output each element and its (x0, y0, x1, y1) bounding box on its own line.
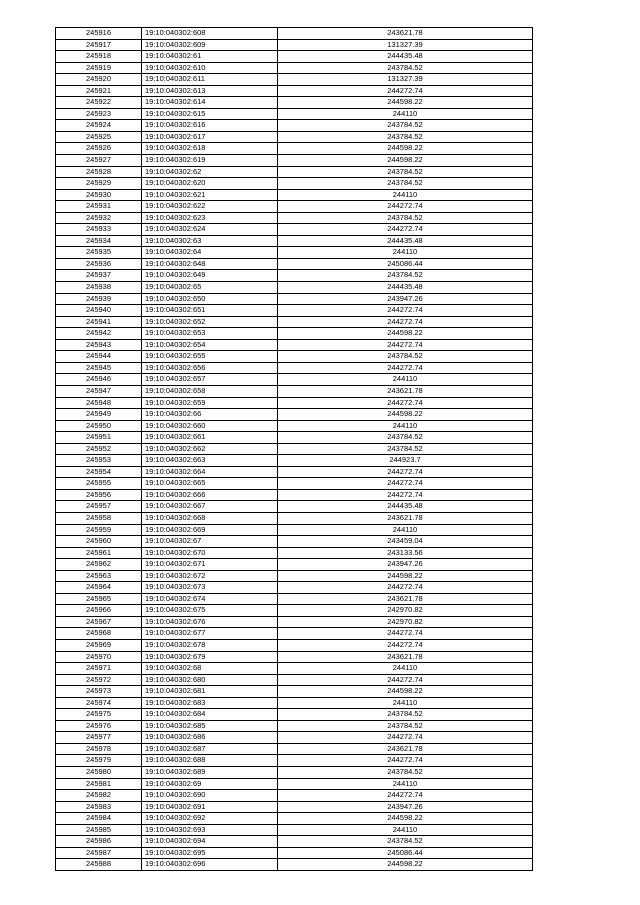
row-number-cell: 245944 (56, 351, 142, 363)
row-number-cell: 245946 (56, 374, 142, 386)
row-number-cell: 245956 (56, 489, 142, 501)
row-number-cell: 245917 (56, 39, 142, 51)
table-row (56, 524, 533, 536)
row-number-cell: 245942 (56, 328, 142, 340)
cadastral-number-cell: 19:10:040302:661 (142, 432, 278, 444)
cadastral-value-cell: 244272.74 (278, 397, 533, 409)
cadastral-value-cell: 243784.52 (278, 212, 533, 224)
row-number-cell: 245960 (56, 536, 142, 548)
table-row (56, 455, 533, 467)
cadastral-value-cell: 243784.52 (278, 131, 533, 143)
table-row (56, 28, 533, 40)
row-number-cell: 245978 (56, 743, 142, 755)
cadastral-value-cell: 244272.74 (278, 85, 533, 97)
table-row (56, 663, 533, 675)
cadastral-number-cell: 19:10:040302:619 (142, 155, 278, 167)
cadastral-number-cell: 19:10:040302:656 (142, 362, 278, 374)
cadastral-value-cell: 244598.22 (278, 328, 533, 340)
cadastral-number-cell: 19:10:040302:696 (142, 859, 278, 871)
cadastral-value-cell: 244272.74 (278, 466, 533, 478)
table-row (56, 189, 533, 201)
row-number-cell: 245969 (56, 639, 142, 651)
table-row (56, 859, 533, 871)
cadastral-number-cell: 19:10:040302:691 (142, 801, 278, 813)
row-number-cell: 245938 (56, 282, 142, 294)
cadastral-value-cell: 244272.74 (278, 755, 533, 767)
cadastral-number-cell: 19:10:040302:680 (142, 674, 278, 686)
cadastral-value-cell: 244272.74 (278, 362, 533, 374)
cadastral-number-cell: 19:10:040302:683 (142, 697, 278, 709)
cadastral-number-cell: 19:10:040302:65 (142, 282, 278, 294)
row-number-cell: 245985 (56, 824, 142, 836)
cadastral-value-cell: 244110 (278, 778, 533, 790)
cadastral-value-cell: 244272.74 (278, 224, 533, 236)
cadastral-value-cell: 244272.74 (278, 790, 533, 802)
table-row (56, 224, 533, 236)
cadastral-value-cell: 244110 (278, 524, 533, 536)
table-row (56, 339, 533, 351)
table-row (56, 755, 533, 767)
row-number-cell: 245958 (56, 512, 142, 524)
table-row (56, 478, 533, 490)
cadastral-value-cell: 131327.39 (278, 39, 533, 51)
cadastral-value-cell: 244598.22 (278, 859, 533, 871)
cadastral-value-cell: 244272.74 (278, 732, 533, 744)
row-number-cell: 245986 (56, 836, 142, 848)
table-row (56, 443, 533, 455)
row-number-cell: 245970 (56, 651, 142, 663)
cadastral-value-cell: 242970.82 (278, 605, 533, 617)
table-row (56, 790, 533, 802)
cadastral-number-cell: 19:10:040302:690 (142, 790, 278, 802)
table-row (56, 732, 533, 744)
cadastral-number-cell: 19:10:040302:658 (142, 385, 278, 397)
table-row (56, 651, 533, 663)
table-row (56, 801, 533, 813)
table-row (56, 709, 533, 721)
row-number-cell: 245982 (56, 790, 142, 802)
cadastral-value-cell: 243784.52 (278, 432, 533, 444)
cadastral-value-cell: 244272.74 (278, 305, 533, 317)
cadastral-number-cell: 19:10:040302:609 (142, 39, 278, 51)
table-row (56, 824, 533, 836)
cadastral-number-cell: 19:10:040302:67 (142, 536, 278, 548)
cadastral-value-cell: 244272.74 (278, 628, 533, 640)
row-number-cell: 245918 (56, 51, 142, 63)
row-number-cell: 245926 (56, 143, 142, 155)
cadastral-number-cell: 19:10:040302:618 (142, 143, 278, 155)
cadastral-number-cell: 19:10:040302:666 (142, 489, 278, 501)
table-row (56, 85, 533, 97)
row-number-cell: 245988 (56, 859, 142, 871)
row-number-cell: 245975 (56, 709, 142, 721)
table-row (56, 397, 533, 409)
row-number-cell: 245971 (56, 663, 142, 675)
cadastral-number-cell: 19:10:040302:669 (142, 524, 278, 536)
cadastral-value-cell: 244272.74 (278, 489, 533, 501)
table-row (56, 836, 533, 848)
cadastral-number-cell: 19:10:040302:672 (142, 570, 278, 582)
cadastral-value-cell: 244110 (278, 374, 533, 386)
row-number-cell: 245948 (56, 397, 142, 409)
cadastral-number-cell: 19:10:040302:615 (142, 108, 278, 120)
table-row (56, 293, 533, 305)
cadastral-value-cell: 243621.78 (278, 651, 533, 663)
table-row (56, 674, 533, 686)
cadastral-number-cell: 19:10:040302:62 (142, 166, 278, 178)
cadastral-number-cell: 19:10:040302:664 (142, 466, 278, 478)
table-row (56, 316, 533, 328)
table-row (56, 593, 533, 605)
row-number-cell: 245924 (56, 120, 142, 132)
cadastral-number-cell: 19:10:040302:671 (142, 559, 278, 571)
cadastral-number-cell: 19:10:040302:677 (142, 628, 278, 640)
cadastral-number-cell: 19:10:040302:689 (142, 767, 278, 779)
cadastral-value-cell: 244435.48 (278, 501, 533, 513)
cadastral-number-cell: 19:10:040302:686 (142, 732, 278, 744)
table-row (56, 74, 533, 86)
row-number-cell: 245935 (56, 247, 142, 259)
cadastral-number-cell: 19:10:040302:659 (142, 397, 278, 409)
row-number-cell: 245974 (56, 697, 142, 709)
cadastral-value-cell: 244598.22 (278, 570, 533, 582)
cadastral-number-cell: 19:10:040302:652 (142, 316, 278, 328)
table-row (56, 155, 533, 167)
cadastral-value-cell: 244598.22 (278, 143, 533, 155)
row-number-cell: 245930 (56, 189, 142, 201)
row-number-cell: 245928 (56, 166, 142, 178)
row-number-cell: 245959 (56, 524, 142, 536)
cadastral-value-cell: 243621.78 (278, 593, 533, 605)
table-body (56, 28, 533, 871)
row-number-cell: 245940 (56, 305, 142, 317)
cadastral-value-cell: 131327.39 (278, 74, 533, 86)
table-row (56, 305, 533, 317)
row-number-cell: 245921 (56, 85, 142, 97)
cadastral-value-cell: 243621.78 (278, 512, 533, 524)
row-number-cell: 245962 (56, 559, 142, 571)
cadastral-number-cell: 19:10:040302:679 (142, 651, 278, 663)
cadastral-number-cell: 19:10:040302:623 (142, 212, 278, 224)
cadastral-value-cell: 244272.74 (278, 478, 533, 490)
cadastral-number-cell: 19:10:040302:673 (142, 582, 278, 594)
table-row (56, 178, 533, 190)
cadastral-value-cell: 244598.22 (278, 686, 533, 698)
row-number-cell: 245923 (56, 108, 142, 120)
cadastral-number-cell: 19:10:040302:654 (142, 339, 278, 351)
cadastral-value-cell: 244598.22 (278, 409, 533, 421)
table-row (56, 362, 533, 374)
row-number-cell: 245976 (56, 720, 142, 732)
row-number-cell: 245937 (56, 270, 142, 282)
row-number-cell: 245972 (56, 674, 142, 686)
table-row (56, 778, 533, 790)
row-number-cell: 245984 (56, 813, 142, 825)
cadastral-value-cell: 243621.78 (278, 28, 533, 40)
cadastral-number-cell: 19:10:040302:667 (142, 501, 278, 513)
cadastral-value-table (55, 27, 533, 871)
table-row (56, 270, 533, 282)
cadastral-number-cell: 19:10:040302:611 (142, 74, 278, 86)
row-number-cell: 245943 (56, 339, 142, 351)
cadastral-value-cell: 243459.04 (278, 536, 533, 548)
cadastral-number-cell: 19:10:040302:621 (142, 189, 278, 201)
cadastral-value-cell: 244110 (278, 247, 533, 259)
row-number-cell: 245977 (56, 732, 142, 744)
row-number-cell: 245979 (56, 755, 142, 767)
row-number-cell: 245932 (56, 212, 142, 224)
cadastral-value-cell: 243784.52 (278, 836, 533, 848)
row-number-cell: 245936 (56, 258, 142, 270)
row-number-cell: 245952 (56, 443, 142, 455)
row-number-cell: 245919 (56, 62, 142, 74)
cadastral-value-cell: 244110 (278, 108, 533, 120)
cadastral-value-cell: 243784.52 (278, 767, 533, 779)
cadastral-number-cell: 19:10:040302:608 (142, 28, 278, 40)
cadastral-value-cell: 244272.74 (278, 639, 533, 651)
cadastral-number-cell: 19:10:040302:674 (142, 593, 278, 605)
cadastral-number-cell: 19:10:040302:693 (142, 824, 278, 836)
cadastral-number-cell: 19:10:040302:616 (142, 120, 278, 132)
table-row (56, 201, 533, 213)
cadastral-value-cell: 244110 (278, 697, 533, 709)
table-row (56, 570, 533, 582)
cadastral-value-cell: 242970.82 (278, 616, 533, 628)
table-row (56, 51, 533, 63)
cadastral-value-cell: 245086.44 (278, 258, 533, 270)
cadastral-number-cell: 19:10:040302:61 (142, 51, 278, 63)
cadastral-number-cell: 19:10:040302:692 (142, 813, 278, 825)
row-number-cell: 245961 (56, 547, 142, 559)
cadastral-value-cell: 243133.56 (278, 547, 533, 559)
row-number-cell: 245947 (56, 385, 142, 397)
table-row (56, 767, 533, 779)
cadastral-number-cell: 19:10:040302:617 (142, 131, 278, 143)
cadastral-number-cell: 19:10:040302:68 (142, 663, 278, 675)
row-number-cell: 245968 (56, 628, 142, 640)
cadastral-number-cell: 19:10:040302:651 (142, 305, 278, 317)
cadastral-value-cell: 244272.74 (278, 201, 533, 213)
cadastral-number-cell: 19:10:040302:675 (142, 605, 278, 617)
table-row (56, 247, 533, 259)
cadastral-value-cell: 243784.52 (278, 443, 533, 455)
cadastral-value-cell: 243621.78 (278, 743, 533, 755)
cadastral-value-cell: 244598.22 (278, 155, 533, 167)
row-number-cell: 245941 (56, 316, 142, 328)
cadastral-value-cell: 243947.26 (278, 559, 533, 571)
cadastral-value-cell: 244272.74 (278, 674, 533, 686)
table-row (56, 582, 533, 594)
cadastral-value-cell: 244110 (278, 824, 533, 836)
cadastral-number-cell: 19:10:040302:665 (142, 478, 278, 490)
cadastral-number-cell: 19:10:040302:650 (142, 293, 278, 305)
row-number-cell: 245939 (56, 293, 142, 305)
cadastral-number-cell: 19:10:040302:624 (142, 224, 278, 236)
table-row (56, 131, 533, 143)
row-number-cell: 245981 (56, 778, 142, 790)
cadastral-number-cell: 19:10:040302:688 (142, 755, 278, 767)
cadastral-number-cell: 19:10:040302:678 (142, 639, 278, 651)
row-number-cell: 245934 (56, 235, 142, 247)
cadastral-number-cell: 19:10:040302:613 (142, 85, 278, 97)
row-number-cell: 245980 (56, 767, 142, 779)
cadastral-number-cell: 19:10:040302:64 (142, 247, 278, 259)
table-row (56, 559, 533, 571)
row-number-cell: 245967 (56, 616, 142, 628)
cadastral-number-cell: 19:10:040302:681 (142, 686, 278, 698)
row-number-cell: 245950 (56, 420, 142, 432)
cadastral-value-cell: 244272.74 (278, 582, 533, 594)
table-row (56, 547, 533, 559)
cadastral-number-cell: 19:10:040302:620 (142, 178, 278, 190)
row-number-cell: 245929 (56, 178, 142, 190)
table-row (56, 489, 533, 501)
table-row (56, 212, 533, 224)
table-row (56, 686, 533, 698)
table-row (56, 720, 533, 732)
cadastral-number-cell: 19:10:040302:663 (142, 455, 278, 467)
row-number-cell: 245916 (56, 28, 142, 40)
table-row (56, 62, 533, 74)
row-number-cell: 245922 (56, 97, 142, 109)
cadastral-value-cell: 243784.52 (278, 270, 533, 282)
table-row (56, 628, 533, 640)
cadastral-value-cell: 243784.52 (278, 166, 533, 178)
table-row (56, 420, 533, 432)
table-row (56, 108, 533, 120)
cadastral-value-cell: 244923.7 (278, 455, 533, 467)
cadastral-number-cell: 19:10:040302:694 (142, 836, 278, 848)
cadastral-number-cell: 19:10:040302:649 (142, 270, 278, 282)
cadastral-number-cell: 19:10:040302:685 (142, 720, 278, 732)
cadastral-number-cell: 19:10:040302:610 (142, 62, 278, 74)
cadastral-number-cell: 19:10:040302:668 (142, 512, 278, 524)
cadastral-number-cell: 19:10:040302:653 (142, 328, 278, 340)
row-number-cell: 245965 (56, 593, 142, 605)
row-number-cell: 245966 (56, 605, 142, 617)
cadastral-value-cell: 244435.48 (278, 282, 533, 294)
table-row (56, 351, 533, 363)
cadastral-value-cell: 244110 (278, 663, 533, 675)
table-row (56, 432, 533, 444)
row-number-cell: 245987 (56, 847, 142, 859)
cadastral-value-cell: 244272.74 (278, 339, 533, 351)
cadastral-value-cell: 243784.52 (278, 62, 533, 74)
table-row (56, 374, 533, 386)
row-number-cell: 245925 (56, 131, 142, 143)
table-row (56, 409, 533, 421)
row-number-cell: 245945 (56, 362, 142, 374)
cadastral-value-cell: 243784.52 (278, 709, 533, 721)
cadastral-value-cell: 243784.52 (278, 178, 533, 190)
cadastral-number-cell: 19:10:040302:622 (142, 201, 278, 213)
table-row (56, 235, 533, 247)
table-row (56, 813, 533, 825)
cadastral-number-cell: 19:10:040302:655 (142, 351, 278, 363)
cadastral-number-cell: 19:10:040302:670 (142, 547, 278, 559)
cadastral-number-cell: 19:10:040302:687 (142, 743, 278, 755)
cadastral-number-cell: 19:10:040302:660 (142, 420, 278, 432)
table-row (56, 328, 533, 340)
cadastral-value-cell: 244272.74 (278, 316, 533, 328)
table-row (56, 258, 533, 270)
cadastral-value-cell: 244435.48 (278, 51, 533, 63)
row-number-cell: 245957 (56, 501, 142, 513)
cadastral-number-cell: 19:10:040302:648 (142, 258, 278, 270)
table-row (56, 605, 533, 617)
cadastral-number-cell: 19:10:040302:662 (142, 443, 278, 455)
cadastral-number-cell: 19:10:040302:63 (142, 235, 278, 247)
cadastral-value-cell: 243947.26 (278, 293, 533, 305)
table-row (56, 536, 533, 548)
table-row (56, 512, 533, 524)
cadastral-value-cell: 243947.26 (278, 801, 533, 813)
cadastral-value-cell: 243784.52 (278, 720, 533, 732)
table-row (56, 166, 533, 178)
cadastral-value-cell: 243784.52 (278, 120, 533, 132)
table-row (56, 616, 533, 628)
cadastral-value-cell: 244598.22 (278, 813, 533, 825)
row-number-cell: 245931 (56, 201, 142, 213)
cadastral-number-cell: 19:10:040302:684 (142, 709, 278, 721)
table-row (56, 639, 533, 651)
cadastral-value-cell: 243784.52 (278, 351, 533, 363)
row-number-cell: 245951 (56, 432, 142, 444)
cadastral-value-cell: 244435.48 (278, 235, 533, 247)
row-number-cell: 245920 (56, 74, 142, 86)
table-row (56, 282, 533, 294)
cadastral-value-cell: 244110 (278, 189, 533, 201)
cadastral-number-cell: 19:10:040302:657 (142, 374, 278, 386)
row-number-cell: 245983 (56, 801, 142, 813)
table-row (56, 385, 533, 397)
cadastral-number-cell: 19:10:040302:66 (142, 409, 278, 421)
cadastral-number-cell: 19:10:040302:614 (142, 97, 278, 109)
cadastral-number-cell: 19:10:040302:695 (142, 847, 278, 859)
cadastral-value-cell: 243621.78 (278, 385, 533, 397)
cadastral-value-cell: 245086.44 (278, 847, 533, 859)
row-number-cell: 245949 (56, 409, 142, 421)
cadastral-number-cell: 19:10:040302:69 (142, 778, 278, 790)
table-row (56, 143, 533, 155)
row-number-cell: 245953 (56, 455, 142, 467)
table-row (56, 39, 533, 51)
table-row (56, 697, 533, 709)
table-row (56, 120, 533, 132)
cadastral-value-cell: 244110 (278, 420, 533, 432)
row-number-cell: 245963 (56, 570, 142, 582)
row-number-cell: 245954 (56, 466, 142, 478)
row-number-cell: 245955 (56, 478, 142, 490)
table-row (56, 97, 533, 109)
cadastral-number-cell: 19:10:040302:676 (142, 616, 278, 628)
row-number-cell: 245964 (56, 582, 142, 594)
table-row (56, 466, 533, 478)
table-row (56, 501, 533, 513)
row-number-cell: 245933 (56, 224, 142, 236)
cadastral-value-cell: 244598.22 (278, 97, 533, 109)
table-row (56, 847, 533, 859)
row-number-cell: 245927 (56, 155, 142, 167)
table-row (56, 743, 533, 755)
row-number-cell: 245973 (56, 686, 142, 698)
